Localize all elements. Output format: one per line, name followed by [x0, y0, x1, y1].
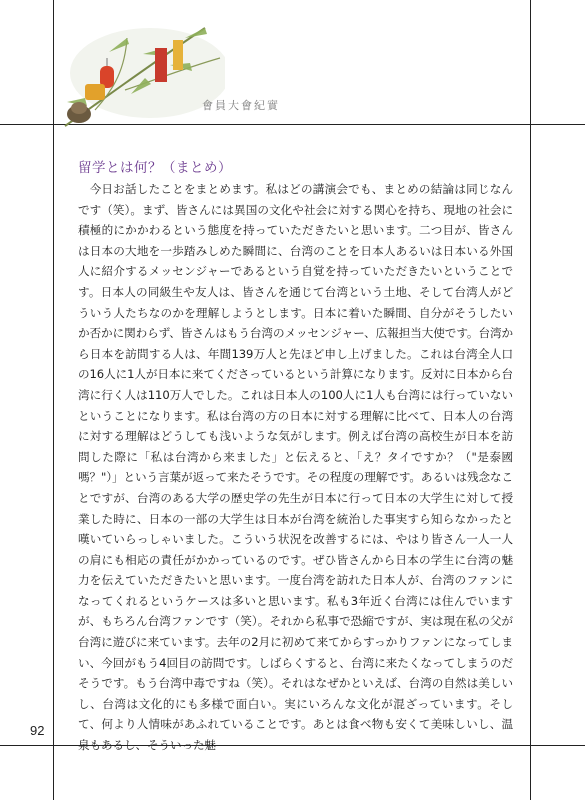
article-body: 今日お話したことをまとめます。私はどの講演会でも、まとめの結論は同じなんです（笑）。まず、皆さんには異国の文化や社会に対する関心を持ち、現地の社会に積極的にかかわるという態度を持っていただきたいと思います。二つ目が、皆さんは日本の大地を一歩踏みしめた瞬間に、台湾のことを日本人あるいは日本いる外国人に紹介するメッセンジャーであるという自覚を持っていただきたいということです。日本人の同級生や友人は、皆さんを通じて台湾という土地、そして台湾人がどういう人たちなのかを理解しようとします。日本に着いた瞬間、自分がそうしたいか否かに関わらず、皆さんはもう台湾のメッセンジャー、広報担当大使です。台湾から日本を訪問する人は、年間139万人と先ほど申し上げました。これは台湾全人口の16人に1人が日本に来てくださっているという計算になります。反対に日本から台湾に行く人は110万人でした。これは日本人の100人に1人も台湾には行っていないということになります。私は台湾の方の日本に対する理解に比べて、日本人の台湾に対する理解はどうしても浅いような気がします。例えば台湾の高校生が日本を訪問した際に「私は台湾から来ました」と伝えると、「え？タイですか？（"是泰國嗎？"）」という言葉が返って来たそうです。その程度の理解です。あるいは残念なことですが、台湾のある大学の歴史学の先生が日本に行って日本の大学生に対して授業した時に、日本の一部の大学生は日本が台湾を統治した事実すら知らなかったと嘆いていらっしゃいました。こういう状況を改善するには、やはり皆さん一人一人の肩にも相応の責任がかかっているのです。ぜひ皆さんから日本の学生に台湾の魅力を伝えていただきたいと思います。一度台湾を訪れた日本人が、台湾のファンになってくれるというケースは多いと思います。私も3年近く台湾には住んでいますが、もちろん台湾ファンです（笑）。それから私事で恐縮ですが、実は現在私の父が台湾に遊びに来ています。去年の2月に初めて来てからすっかりファンになってしまい、今回がもう4回目の訪問です。しばらくすると、台湾に来たくなってしまうのだそうです。もう台湾中毒ですね（笑）。それはなぜかといえば、台湾の自然は美しいし、台湾は文化的にも多様で面白い。実にいろんな文化が混ざっています。そして、何より人情味があふれていることです。あとは食べ物も安くて美味しいし、温泉もあるし、そういった魅 [78, 182, 513, 753]
page-number: 92 [30, 723, 45, 738]
bamboo-decoration-icon [55, 18, 225, 130]
section-label: 會員大會紀實 [202, 99, 280, 112]
article-heading: 留学とは何？（まとめ） [78, 160, 232, 176]
frame-line-right [530, 0, 531, 800]
frame-line-left [53, 0, 54, 800]
